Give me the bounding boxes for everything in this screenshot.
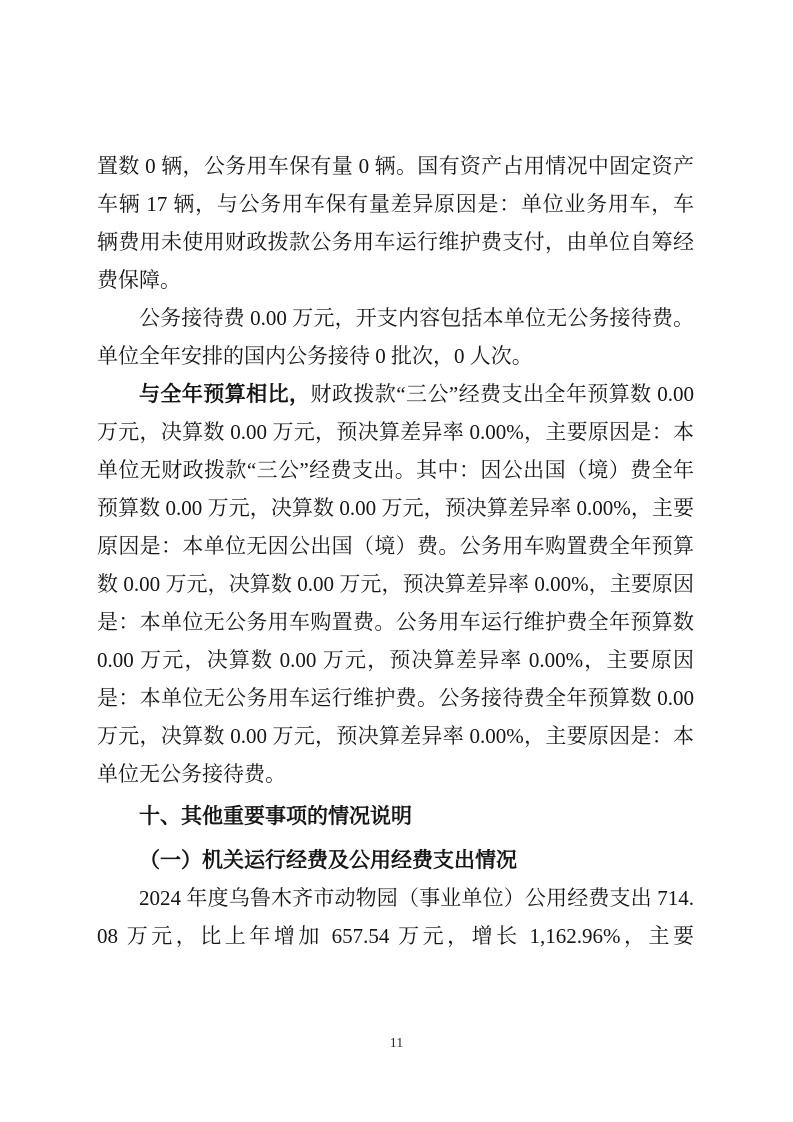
heading-section-ten: 十、其他重要事项的情况说明 [139,805,412,828]
para-public-expense-2024: 2024 年度乌鲁木齐市动物园（事业单位）公用经费支出 714.08 万元，比上年增加 657.54 万元，增长 1,162.96%，主要 [97,886,694,948]
para-vehicle-assets-continuation: 置数 0 辆，公务用车保有量 0 辆。国有资产占用情况中固定资产车辆 17 辆，与公务用车保有量差异原因是：单位业务用车，车辆费用未使用财政拨款公务用车运行维护费支付，由单位自筹经费保障。 [97,154,694,292]
document-content [97,147,694,955]
heading-subsection-one: （一）机关运行经费及公用经费支出情况 [139,848,517,872]
para-official-reception-fee: 公务接待费 0.00 万元，开支内容包括本单位无公务接待费。单位全年安排的国内公务接待 0 批次，0 人次。 [97,306,694,368]
page-number: 11 [389,1036,404,1051]
bold-lead-phrase: 与全年预算相比， [139,382,311,406]
para-budget-comparison: 与全年预算相比，财政拨款“三公”经费支出全年预算数 0.00 万元，决算数 0.00 万元，预决算差异率 0.00%，主要原因是：本单位无财政拨款“三公”经费支出。其中：因公出国（境）费全年预算数 0.00 万元，决算数 0.00 万元，预决算差异率 0.00%，主要原因是：本单位无因公出国（境）费。公务用车购置费全年预算数 0.00 万元，决算数 0.00 万元，预决算差异率 0.00%，主要原因是：本单位无公务用车购置费。公务用车运行维护费全年预算数 0.00 万元，决算数 0.00 万元，预决算差异率 0.00%，主要原因是：本单位无公务用车运行维护费。公务接待费全年预算数 0.00 万元，决算数 0.00 万元，预决算差异率 0.00%，主要原因是：本单位无公务接待费。 [97,382,695,786]
